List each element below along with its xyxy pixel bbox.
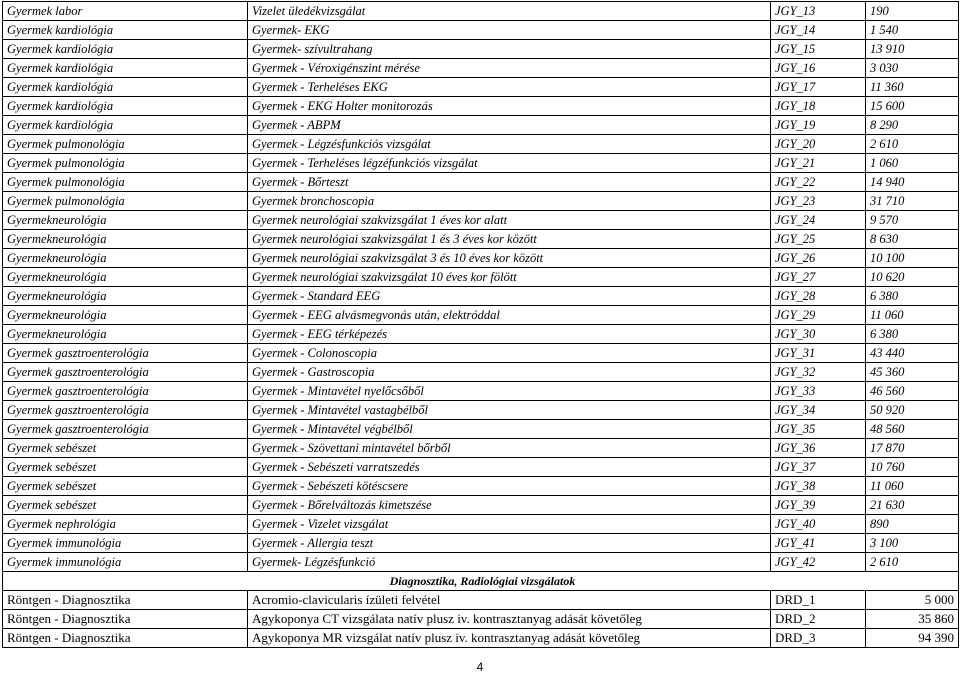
exam-cell: Gyermek - Allergia teszt — [248, 534, 771, 553]
department-cell: Gyermek sebészet — [3, 477, 248, 496]
table-row — [3, 287, 959, 306]
department-cell: Röntgen - Diagnosztika — [3, 610, 248, 629]
department-cell: Gyermek gasztroenterológia — [3, 382, 248, 401]
price-cell: 14 940 — [866, 173, 959, 192]
price-cell: 6 380 — [866, 287, 959, 306]
code-cell: JGY_38 — [771, 477, 866, 496]
table-row — [3, 211, 959, 230]
code-cell: JGY_22 — [771, 173, 866, 192]
department-cell: Gyermek labor — [3, 2, 248, 21]
department-cell: Gyermekneurológia — [3, 325, 248, 344]
department-cell: Gyermek gasztroenterológia — [3, 401, 248, 420]
department-cell: Röntgen - Diagnosztika — [3, 591, 248, 610]
code-cell: JGY_29 — [771, 306, 866, 325]
department-cell: Gyermek pulmonológia — [3, 154, 248, 173]
department-cell: Gyermekneurológia — [3, 230, 248, 249]
price-cell: 46 560 — [866, 382, 959, 401]
department-cell: Gyermek sebészet — [3, 458, 248, 477]
code-cell: JGY_25 — [771, 230, 866, 249]
code-cell: JGY_24 — [771, 211, 866, 230]
exam-cell: Gyermek neurológiai szakvizsgálat 1 éves kor alatt — [248, 211, 771, 230]
exam-cell: Gyermek - EEG térképezés — [248, 325, 771, 344]
department-cell: Gyermekneurológia — [3, 287, 248, 306]
price-cell: 11 060 — [866, 306, 959, 325]
table-row — [3, 344, 959, 363]
exam-cell: Gyermek - Bőrelváltozás kimetszése — [248, 496, 771, 515]
code-cell: JGY_31 — [771, 344, 866, 363]
table-row — [3, 363, 959, 382]
price-cell: 10 620 — [866, 268, 959, 287]
exam-cell: Gyermek - Sebészeti varratszedés — [248, 458, 771, 477]
exam-cell: Gyermek - Gastroscopia — [248, 363, 771, 382]
department-cell: Gyermek nephrológia — [3, 515, 248, 534]
code-cell: JGY_39 — [771, 496, 866, 515]
table-row — [3, 268, 959, 287]
price-cell: 94 390 — [866, 629, 959, 648]
code-cell: JGY_33 — [771, 382, 866, 401]
table-row — [3, 610, 959, 629]
table-row — [3, 116, 959, 135]
price-cell: 15 600 — [866, 97, 959, 116]
code-cell: JGY_40 — [771, 515, 866, 534]
table-row — [3, 21, 959, 40]
department-cell: Gyermek pulmonológia — [3, 135, 248, 154]
department-cell: Gyermek immunológia — [3, 553, 248, 572]
department-cell: Gyermek kardiológia — [3, 21, 248, 40]
table-row — [3, 173, 959, 192]
table-row — [3, 192, 959, 211]
code-cell: JGY_34 — [771, 401, 866, 420]
table-row — [3, 382, 959, 401]
department-cell: Gyermekneurológia — [3, 211, 248, 230]
code-cell: JGY_20 — [771, 135, 866, 154]
code-cell: JGY_27 — [771, 268, 866, 287]
price-cell: 11 360 — [866, 78, 959, 97]
department-cell: Gyermek pulmonológia — [3, 192, 248, 211]
exam-cell: Agykoponya MR vizsgálat natív plusz iv. kontrasztanyag adását követőleg — [248, 629, 771, 648]
code-cell: JGY_26 — [771, 249, 866, 268]
department-cell: Gyermek pulmonológia — [3, 173, 248, 192]
table-row — [3, 553, 959, 572]
code-cell: JGY_28 — [771, 287, 866, 306]
price-cell: 13 910 — [866, 40, 959, 59]
table-row — [3, 629, 959, 648]
price-cell: 8 290 — [866, 116, 959, 135]
department-cell: Gyermekneurológia — [3, 249, 248, 268]
table-row — [3, 59, 959, 78]
department-cell: Gyermek kardiológia — [3, 97, 248, 116]
price-cell: 9 570 — [866, 211, 959, 230]
department-cell: Gyermek sebészet — [3, 439, 248, 458]
price-cell: 1 540 — [866, 21, 959, 40]
code-cell: JGY_42 — [771, 553, 866, 572]
table-row — [3, 496, 959, 515]
code-cell: JGY_15 — [771, 40, 866, 59]
price-cell: 190 — [866, 2, 959, 21]
code-cell: JGY_21 — [771, 154, 866, 173]
table-row — [3, 591, 959, 610]
exam-cell: Vizelet üledékvizsgálat — [248, 2, 771, 21]
price-cell: 45 360 — [866, 363, 959, 382]
code-cell: DRD_3 — [771, 629, 866, 648]
table-row — [3, 97, 959, 116]
department-cell: Gyermek gasztroenterológia — [3, 420, 248, 439]
table-row — [3, 515, 959, 534]
price-cell: 3 100 — [866, 534, 959, 553]
code-cell: JGY_32 — [771, 363, 866, 382]
code-cell: JGY_14 — [771, 21, 866, 40]
exam-cell: Gyermek - Mintavétel vastagbélből — [248, 401, 771, 420]
exam-cell: Gyermek- Légzésfunkció — [248, 553, 771, 572]
department-cell: Gyermek gasztroenterológia — [3, 344, 248, 363]
price-cell: 8 630 — [866, 230, 959, 249]
code-cell: JGY_41 — [771, 534, 866, 553]
exam-cell: Gyermek - Sebészeti kötéscsere — [248, 477, 771, 496]
exam-cell: Gyermek - Standard EEG — [248, 287, 771, 306]
price-cell: 35 860 — [866, 610, 959, 629]
price-table — [2, 1, 959, 648]
price-cell: 2 610 — [866, 553, 959, 572]
exam-cell: Gyermek - Mintavétel nyelőcsőből — [248, 382, 771, 401]
exam-cell: Gyermek - Mintavétel végbélből — [248, 420, 771, 439]
page-number: 4 — [476, 660, 484, 674]
exam-cell: Gyermek - ABPM — [248, 116, 771, 135]
table-row — [3, 401, 959, 420]
department-cell: Röntgen - Diagnosztika — [3, 629, 248, 648]
code-cell: JGY_23 — [771, 192, 866, 211]
code-cell: JGY_16 — [771, 59, 866, 78]
price-cell: 21 630 — [866, 496, 959, 515]
table-row — [3, 420, 959, 439]
table-row — [3, 458, 959, 477]
code-cell: DRD_2 — [771, 610, 866, 629]
code-cell: DRD_1 — [771, 591, 866, 610]
department-cell: Gyermek kardiológia — [3, 59, 248, 78]
table-row — [3, 249, 959, 268]
exam-cell: Gyermek - EEG alvásmegvonás után, elektróddal — [248, 306, 771, 325]
department-cell: Gyermek kardiológia — [3, 78, 248, 97]
exam-cell: Gyermek - Vizelet vizsgálat — [248, 515, 771, 534]
exam-cell: Gyermek bronchoscopia — [248, 192, 771, 211]
table-row — [3, 78, 959, 97]
price-cell: 48 560 — [866, 420, 959, 439]
price-cell: 10 100 — [866, 249, 959, 268]
code-cell: JGY_17 — [771, 78, 866, 97]
price-cell: 3 030 — [866, 59, 959, 78]
table-row — [3, 325, 959, 344]
code-cell: JGY_30 — [771, 325, 866, 344]
price-cell: 2 610 — [866, 135, 959, 154]
table-row — [3, 40, 959, 59]
department-cell: Gyermekneurológia — [3, 268, 248, 287]
department-cell: Gyermek kardiológia — [3, 40, 248, 59]
exam-cell: Acromio-clavicularis ízületi felvétel — [248, 591, 771, 610]
price-cell: 6 380 — [866, 325, 959, 344]
price-cell: 890 — [866, 515, 959, 534]
price-cell: 1 060 — [866, 154, 959, 173]
exam-cell: Gyermek - Terheléses légzéfunkciós vizsgálat — [248, 154, 771, 173]
code-cell: JGY_36 — [771, 439, 866, 458]
table-row — [3, 306, 959, 325]
exam-cell: Gyermek - Légzésfunkciós vizsgálat — [248, 135, 771, 154]
exam-cell: Gyermek - Szövettani mintavétel bőrből — [248, 439, 771, 458]
exam-cell: Gyermek- szívultrahang — [248, 40, 771, 59]
table-row — [3, 230, 959, 249]
department-cell: Gyermekneurológia — [3, 306, 248, 325]
department-cell: Gyermek kardiológia — [3, 116, 248, 135]
table-row — [3, 154, 959, 173]
price-cell: 11 060 — [866, 477, 959, 496]
department-cell: Gyermek immunológia — [3, 534, 248, 553]
table-row — [3, 439, 959, 458]
exam-cell: Gyermek neurológiai szakvizsgálat 10 éves kor fölött — [248, 268, 771, 287]
code-cell: JGY_37 — [771, 458, 866, 477]
price-cell: 17 870 — [866, 439, 959, 458]
exam-cell: Gyermek - Terheléses EKG — [248, 78, 771, 97]
department-cell: Gyermek sebészet — [3, 496, 248, 515]
code-cell: JGY_13 — [771, 2, 866, 21]
department-cell: Gyermek gasztroenterológia — [3, 363, 248, 382]
code-cell: JGY_19 — [771, 116, 866, 135]
table-row — [3, 534, 959, 553]
table-row — [3, 135, 959, 154]
exam-cell: Gyermek neurológiai szakvizsgálat 1 és 3 éves kor között — [248, 230, 771, 249]
table-row — [3, 477, 959, 496]
table-row — [3, 2, 959, 21]
price-cell: 31 710 — [866, 192, 959, 211]
exam-cell: Gyermek - Colonoscopia — [248, 344, 771, 363]
price-list-sheet — [2, 1, 958, 648]
exam-cell: Gyermek neurológiai szakvizsgálat 3 és 10 éves kor között — [248, 249, 771, 268]
exam-cell: Gyermek- EKG — [248, 21, 771, 40]
exam-cell: Agykoponya CT vizsgálata natív plusz iv. kontrasztanyag adását követőleg — [248, 610, 771, 629]
exam-cell: Gyermek - EKG Holter monitorozás — [248, 97, 771, 116]
price-cell: 10 760 — [866, 458, 959, 477]
code-cell: JGY_35 — [771, 420, 866, 439]
price-cell: 50 920 — [866, 401, 959, 420]
exam-cell: Gyermek - Bőrteszt — [248, 173, 771, 192]
exam-cell: Gyermek - Véroxigénszint mérése — [248, 59, 771, 78]
price-cell: 5 000 — [866, 591, 959, 610]
section-title: Diagnosztika, Radiológiai vizsgálatok — [3, 572, 959, 591]
section-header-row — [3, 572, 959, 591]
price-cell: 43 440 — [866, 344, 959, 363]
code-cell: JGY_18 — [771, 97, 866, 116]
